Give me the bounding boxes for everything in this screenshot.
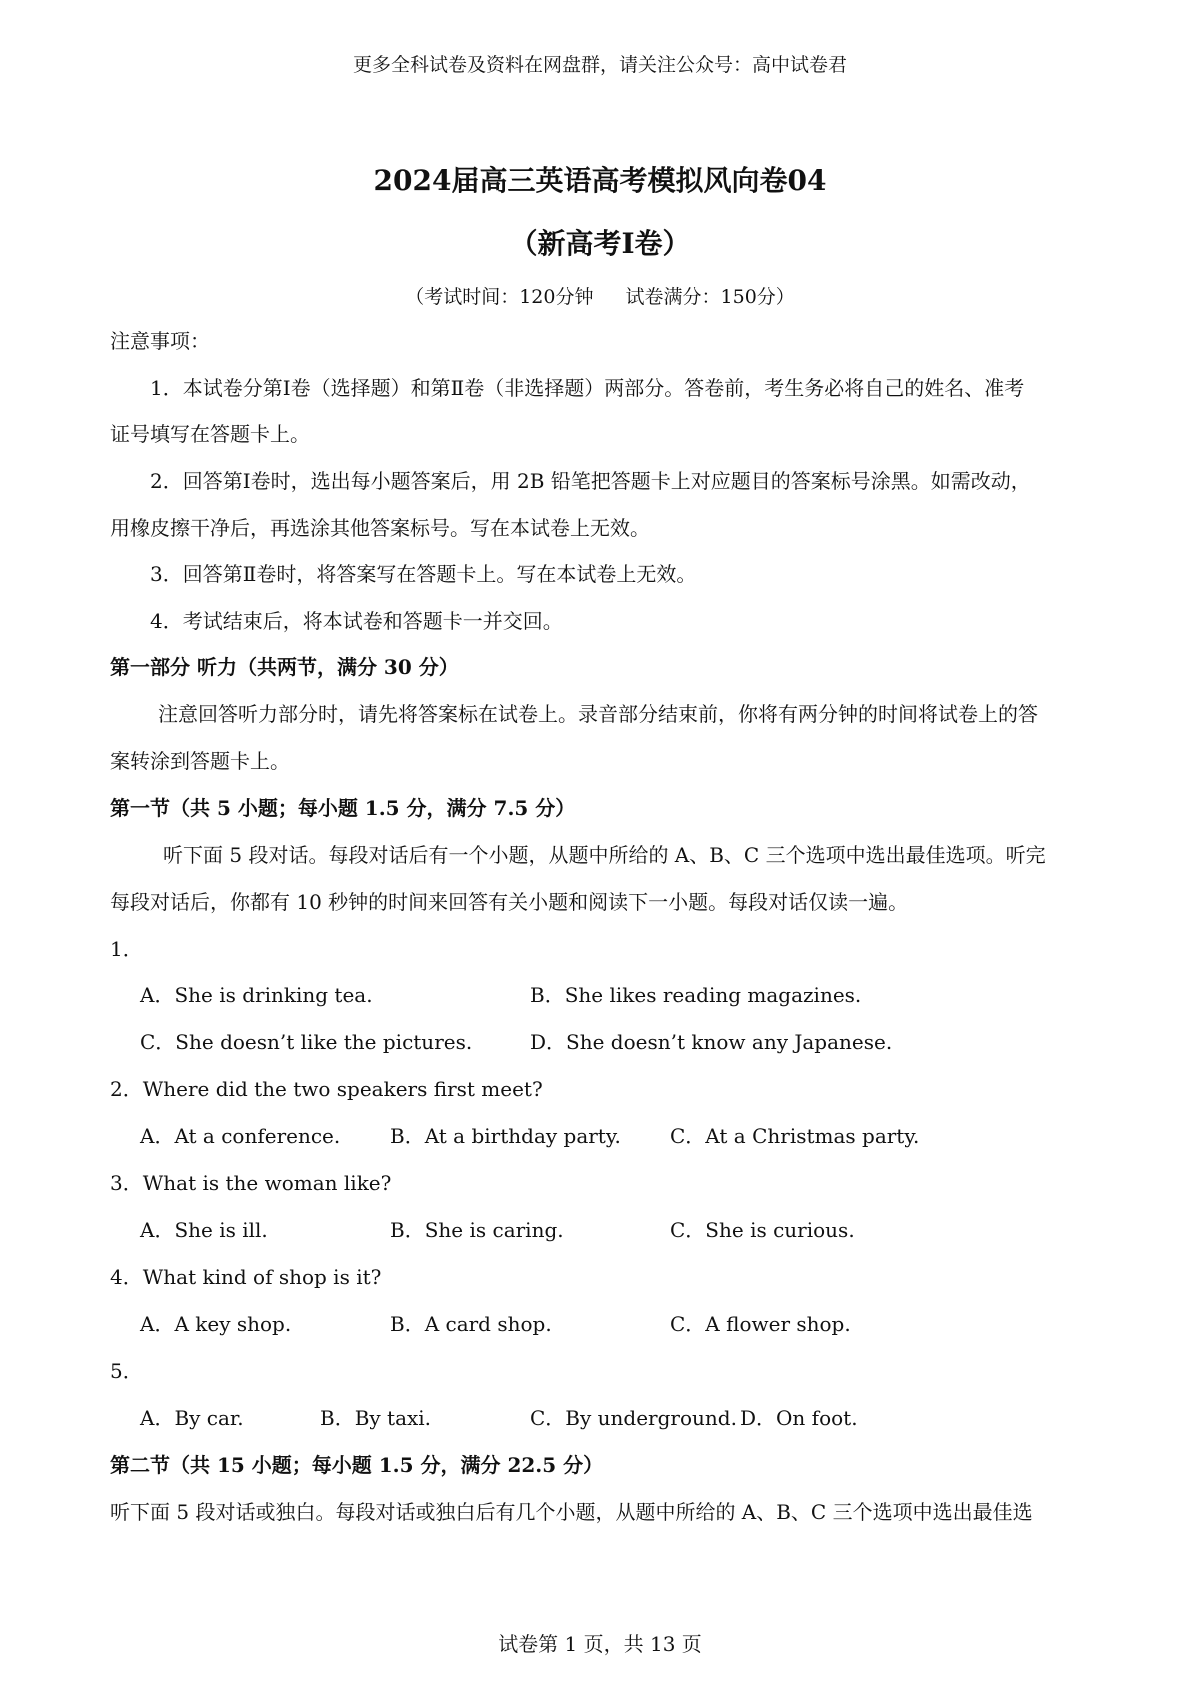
option-a: A．At a conference. [140, 1124, 341, 1148]
part1-intro: 案转涂到答题卡上。 [110, 749, 290, 773]
option-b: B．She is caring. [390, 1218, 564, 1242]
part1-heading: 第一部分 听力（共两节，满分 30 分） [110, 655, 459, 679]
option-c: C．She doesn’t like the pictures. [140, 1030, 473, 1054]
notice-item: 2．回答第Ⅰ卷时，选出每小题答案后，用 2B 铅笔把答题卡上对应题目的答案标号涂黑。如需改动， [150, 469, 1031, 493]
header-notice: 更多全科试卷及资料在网盘群，请关注公众号：高中试卷君 [352, 54, 847, 76]
question-stem: 3．What is the woman like? [110, 1171, 392, 1195]
section2-intro: 听下面 5 段对话或独白。每段对话或独白后有几个小题，从题中所给的 A、B、C 三个选项中选出最佳选 [110, 1500, 1033, 1524]
option-a: A．By car. [140, 1406, 244, 1430]
exam-info [0, 282, 1200, 309]
notice-item: 1．本试卷分第Ⅰ卷（选择题）和第Ⅱ卷（非选择题）两部分。答卷前，考生务必将自己的姓名、准考 [150, 376, 1025, 400]
notice-item: 3．回答第Ⅱ卷时，将答案写在答题卡上。写在本试卷上无效。 [150, 562, 697, 586]
page-footer: 试卷第 1 页，共 13 页 [498, 1632, 702, 1656]
option-c: C．At a Christmas party. [670, 1124, 920, 1148]
exam-score: 试卷满分：150分） [625, 286, 795, 308]
notice-item: 4．考试结束后，将本试卷和答题卡一并交回。 [150, 609, 563, 633]
option-a: A．A key shop. [140, 1312, 292, 1336]
question-stem: 4．What kind of shop is it? [110, 1265, 382, 1289]
option-d: D．On foot. [740, 1406, 858, 1430]
option-a: A．She is ill. [140, 1218, 268, 1242]
section2-heading: 第二节（共 15 小题；每小题 1.5 分，满分 22.5 分） [110, 1453, 604, 1477]
question-stem: 2．Where did the two speakers first meet? [110, 1077, 543, 1101]
option-b: B．She likes reading magazines. [530, 983, 862, 1007]
exam-time: （考试时间：120分钟 [405, 286, 594, 308]
section1-intro: 每段对话后，你都有 10 秒钟的时间来回答有关小题和阅读下一小题。每段对话仅读一遍。 [110, 890, 909, 914]
question-stem: 1． [110, 937, 143, 961]
section1-intro: 听下面 5 段对话。每段对话后有一个小题，从题中所给的 A、B、C 三个选项中选出最佳选项。听完 [163, 843, 1046, 867]
option-b: B．At a birthday party. [390, 1124, 621, 1148]
question-stem: 5． [110, 1359, 143, 1383]
option-c: C．A flower shop. [670, 1312, 851, 1336]
option-d: D．She doesn’t know any Japanese. [530, 1030, 893, 1054]
option-a: A．She is drinking tea. [140, 983, 373, 1007]
section1-heading: 第一节（共 5 小题；每小题 1.5 分，满分 7.5 分） [110, 796, 576, 820]
part1-intro: 注意回答听力部分时，请先将答案标在试卷上。录音部分结束前，你将有两分钟的时间将试卷上的答 [158, 702, 1038, 726]
notice-item: 证号填写在答题卡上。 [110, 422, 310, 446]
option-c: C．By underground. [530, 1406, 737, 1430]
notice-item: 用橡皮擦干净后，再选涂其他答案标号。写在本试卷上无效。 [110, 516, 650, 540]
option-b: B．By taxi. [320, 1406, 432, 1430]
page-title: 2024届高三英语高考模拟风向卷04 [373, 164, 827, 197]
option-c: C．She is curious. [670, 1218, 855, 1242]
notice-heading: 注意事项： [110, 329, 210, 353]
option-b: B．A card shop. [390, 1312, 552, 1336]
page-subtitle: （新高考I卷） [509, 227, 691, 260]
